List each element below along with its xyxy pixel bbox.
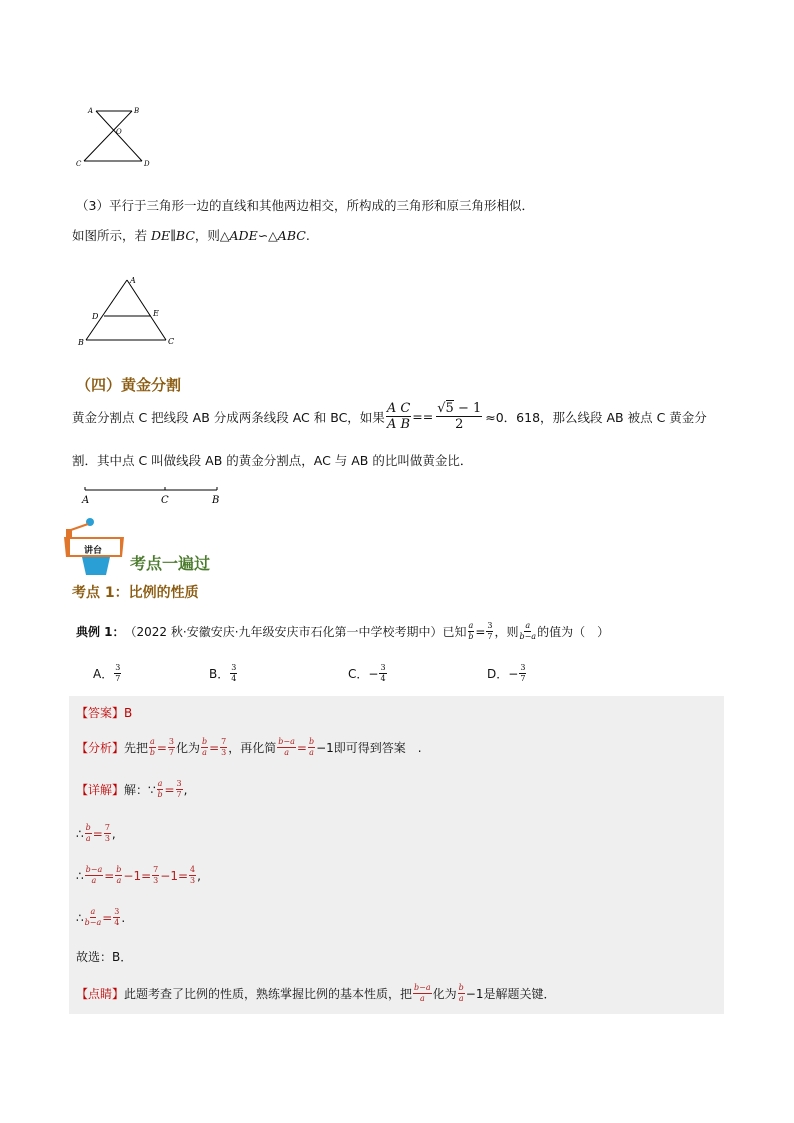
segment-label-A: A: [82, 495, 90, 506]
ask-end: 的值为（ ）: [537, 625, 610, 639]
ac-over-ab-fraction: [386, 402, 411, 431]
section-4-title: （四）黄金分割: [76, 376, 182, 394]
equals-signs: ==: [412, 409, 434, 424]
fig2-label-C: C: [168, 337, 175, 346]
kaodian-header-title: 考点一遍过: [130, 554, 211, 573]
theorem-3-text: [76, 196, 534, 214]
triangle-ade: ADE: [229, 228, 258, 243]
comment-line: 【点睛】 此题考查了比例的性质，熟练掌握比例的基本性质，把 $\frac{b-a}{a}$ 化为 $\frac{b}{a}$ −1是解题关键．: [76, 983, 556, 1003]
fig1-label-B: B: [134, 107, 140, 115]
fig1-label-O: O: [116, 128, 122, 136]
frac-den-ab: A B: [387, 417, 411, 432]
example-1-label: 典例 1：: [76, 625, 125, 639]
analysis-tag: 【分析】: [76, 741, 125, 755]
golden-section-line2: 割．其中点 C 叫做线段 AB 的黄金分割点，AC 与 AB 的比叫做黄金比．: [72, 453, 473, 468]
parallel-condition: DE∥BC: [150, 228, 195, 243]
comment-tag: 【点睛】: [76, 987, 125, 1001]
sqrt-radicand: 5: [445, 401, 454, 416]
answer-value: B: [124, 706, 133, 720]
fig1-label-D: D: [144, 160, 150, 168]
fig2-label-E: E: [153, 309, 159, 318]
ask-fraction: $\frac{a}{b-a}$: [519, 621, 537, 641]
kaodian-1-title: 考点 1：比例的性质: [72, 585, 199, 601]
given-a-over-b: $\frac{a}{b}$: [468, 621, 474, 641]
option-c[interactable]: C． − $\frac{3}{4}$: [348, 663, 386, 683]
sqrt-symbol: √: [437, 401, 446, 416]
detail-tag: 【详解】: [76, 783, 125, 797]
ask-mid: ，则: [494, 625, 519, 639]
golden-text-2: ≈0．618，那么线段 AB 被点 C 黄金分: [485, 409, 707, 425]
given-equals: =: [475, 624, 486, 639]
analysis-line: 【分析】 先把 $\frac{a}{b}$ = $\frac{3}{7}$ 化为 $\frac{b}{a}$ = $\frac{7}{3}$ ，再化简 $\frac{b-a}{a}$ = $\frac{b}{a}$ −1即可得到答案 .: [76, 737, 422, 757]
detail-line-3: ∴ $\frac{b-a}{a}$ = $\frac{b}{a}$ −1= $\frac{7}{3}$ −1= $\frac{4}{3}$ ,: [76, 865, 201, 885]
example-1-question: [76, 622, 609, 641]
golden-denominator: 2: [455, 417, 464, 432]
golden-ratio-fraction: [436, 402, 482, 431]
option-b[interactable]: B． $\frac{3}{4}$: [209, 663, 237, 683]
example-mid: ，则△: [194, 228, 230, 243]
similar-symbol: ∽△: [257, 228, 278, 243]
segment-label-B: B: [212, 495, 220, 506]
frac-num-ac: A C: [386, 401, 411, 416]
example-1-source: （2022 秋·安徽安庆·九年级安庆市石化第一中学校考期中）已知: [124, 625, 467, 639]
golden-section-line1: [72, 402, 707, 431]
segment-figure: [76, 480, 236, 510]
given-three-sevenths: $\frac{3}{7}$: [487, 621, 493, 641]
triangle-figure: [72, 272, 182, 350]
triangle-abc: ABC: [277, 228, 306, 243]
fig1-label-C: C: [76, 160, 82, 168]
theorem-3-statement: （3）平行于三角形一边的直线和其他两边相交，所构成的三角形和原三角形相似．: [76, 198, 534, 213]
hourglass-figure: [70, 100, 160, 170]
golden-text-1: 黄金分割点 C 把线段 AB 分成两条线段 AC 和 BC，如果: [72, 409, 385, 425]
example-end: .: [305, 228, 310, 243]
segment-label-C: C: [161, 495, 169, 506]
answer-line: [76, 704, 132, 721]
example-prefix: 如图所示，若: [72, 228, 151, 243]
detail-line-4: ∴ $\frac{a}{b-a}$ = $\frac{3}{4}$ .: [76, 907, 126, 927]
answer-tag: 【答案】: [76, 706, 125, 720]
option-a[interactable]: A． $\frac{3}{7}$: [93, 663, 121, 683]
fig2-label-D: D: [92, 312, 99, 321]
podium-badge-label: 讲台: [84, 546, 103, 556]
theorem-3-example: [72, 226, 310, 244]
detail-line-1: 【详解】 解：∵ $\frac{a}{b}$ = $\frac{3}{7}$ ,: [76, 779, 188, 799]
option-d[interactable]: D． − $\frac{3}{7}$: [487, 663, 526, 683]
detail-line-2: ∴ $\frac{b}{a}$ = $\frac{7}{3}$ ,: [76, 823, 116, 843]
fig1-label-A: A: [88, 107, 94, 115]
select-line: 故选：B．: [76, 950, 133, 964]
fig2-label-B: B: [78, 338, 84, 347]
fig2-label-A: A: [130, 276, 136, 285]
minus-one: − 1: [457, 401, 482, 416]
